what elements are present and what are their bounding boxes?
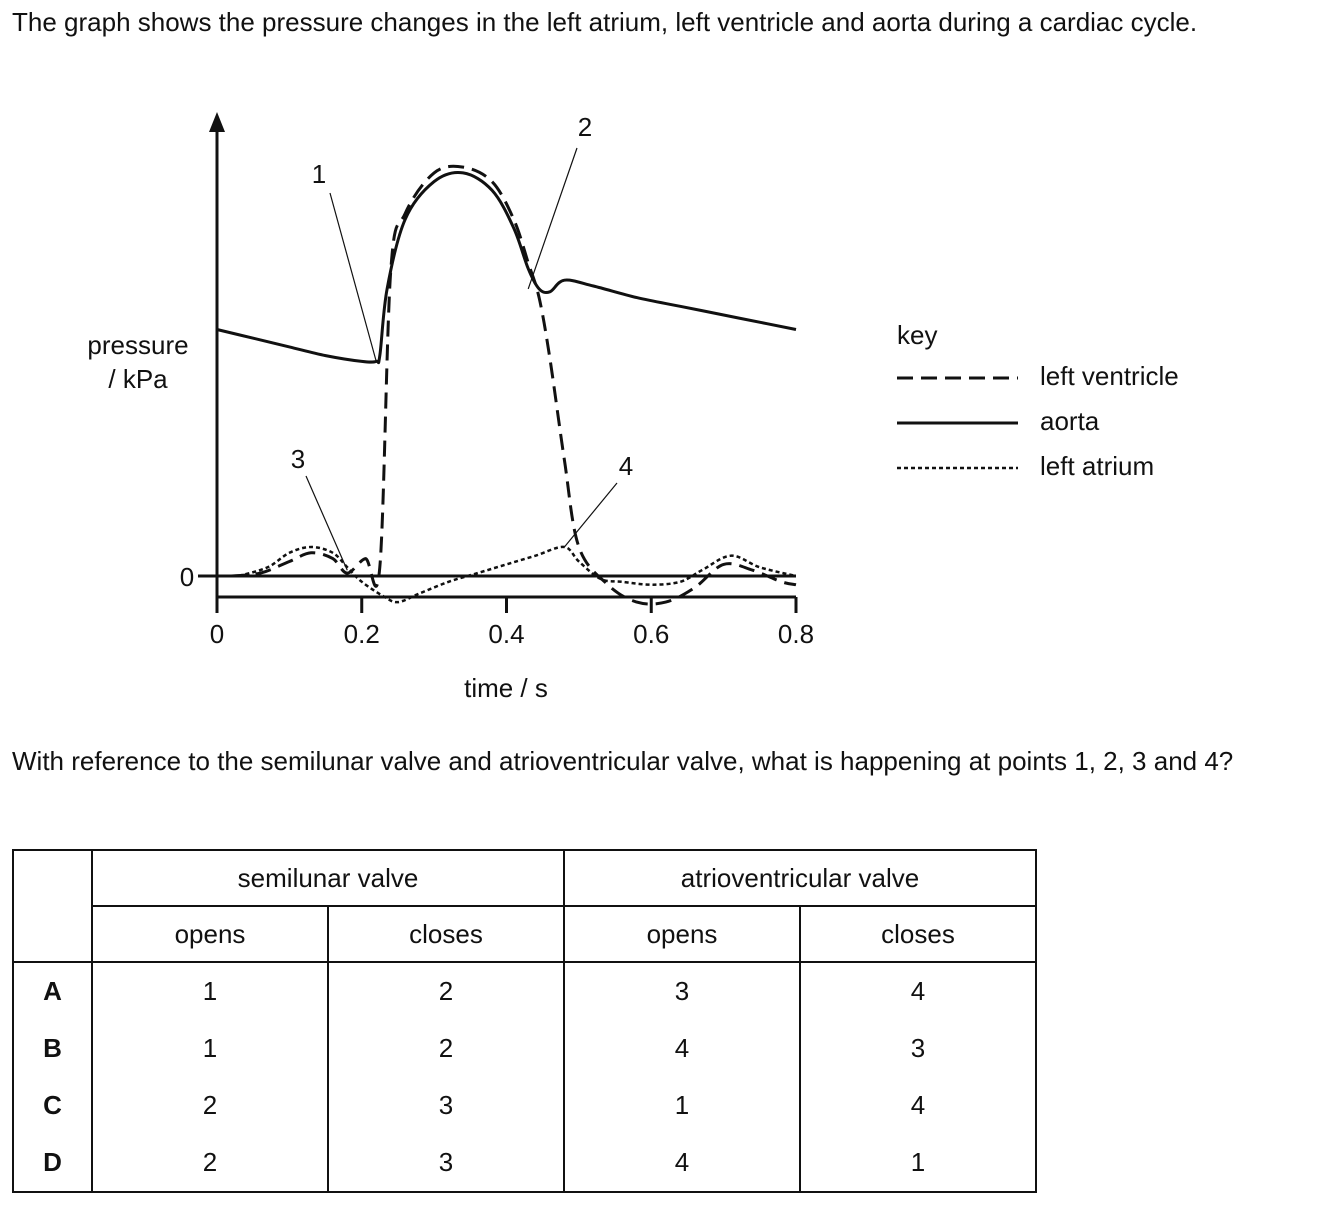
table-cell: 4: [800, 1077, 1036, 1134]
question-text: With reference to the semilunar valve and atrioventricular valve, what is happening at points 1, 2, 3 and 4?: [12, 746, 1234, 776]
table-cell: 4: [564, 1134, 800, 1192]
table-row-b: [13, 1020, 1036, 1077]
legend-title: key: [897, 320, 938, 350]
sub-header-semilunar-opens: opens: [92, 906, 328, 962]
table-cell: 3: [564, 962, 800, 1020]
annotation-label-4: 4: [618, 451, 634, 481]
intro-text: The graph shows the pressure changes in the left atrium, left ventricle and aorta during a cardiac cycle.: [12, 7, 1198, 37]
group-header-atrioventricular: atrioventricular valve: [564, 850, 1036, 906]
table-cell: 4: [800, 962, 1036, 1020]
table-cell: 1: [92, 1020, 328, 1077]
series-line-aorta: [217, 172, 796, 362]
series-line-left-ventricle: [232, 166, 797, 604]
annotation-label-1: 1: [311, 159, 327, 189]
table-cell: 2: [328, 1020, 564, 1077]
table-cell: 2: [92, 1077, 328, 1134]
sub-header-av-opens: opens: [564, 906, 800, 962]
option-label: B: [13, 1020, 92, 1077]
annotation-leader-line: [330, 193, 376, 361]
x-tick-label: 0.4: [488, 619, 525, 649]
table-sub-header-row: [13, 906, 1036, 962]
table-corner-cell: [13, 850, 92, 962]
annotation-leader-line: [528, 148, 577, 289]
table-cell: 1: [564, 1077, 800, 1134]
legend-label: aorta: [1040, 406, 1100, 436]
option-label: A: [13, 962, 92, 1020]
y-axis-label-unit: / kPa: [108, 364, 168, 394]
legend-label: left ventricle: [1040, 361, 1179, 391]
x-tick-label: 0.6: [633, 619, 670, 649]
table-cell: 4: [564, 1020, 800, 1077]
table-row-a: [13, 962, 1036, 1020]
table-cell: 3: [800, 1020, 1036, 1077]
table-group-header-row: [13, 850, 1036, 906]
table-row-d: [13, 1134, 1036, 1192]
x-axis-label: time / s: [464, 673, 548, 703]
table-cell: 1: [92, 962, 328, 1020]
y-axis-label: pressure: [87, 330, 189, 360]
option-label: C: [13, 1077, 92, 1134]
group-header-semilunar: semilunar valve: [92, 850, 564, 906]
x-tick-label: 0: [209, 619, 225, 649]
table-cell: 2: [328, 962, 564, 1020]
sub-header-semilunar-closes: closes: [328, 906, 564, 962]
table-cell: 3: [328, 1077, 564, 1134]
table-cell: 1: [800, 1134, 1036, 1192]
table-cell: 2: [92, 1134, 328, 1192]
legend-label: left atrium: [1040, 451, 1155, 481]
y-tick-label: 0: [179, 562, 195, 592]
annotation-label-3: 3: [290, 444, 306, 474]
table-cell: 3: [328, 1134, 564, 1192]
option-label: D: [13, 1134, 92, 1192]
answer-table: [12, 849, 1037, 1193]
sub-header-av-closes: closes: [800, 906, 1036, 962]
table-row-c: [13, 1077, 1036, 1134]
x-tick-label: 0.8: [777, 619, 815, 649]
y-axis-arrowhead: [209, 112, 225, 132]
x-tick-label: 0.2: [343, 619, 380, 649]
annotation-label-2: 2: [577, 112, 593, 142]
